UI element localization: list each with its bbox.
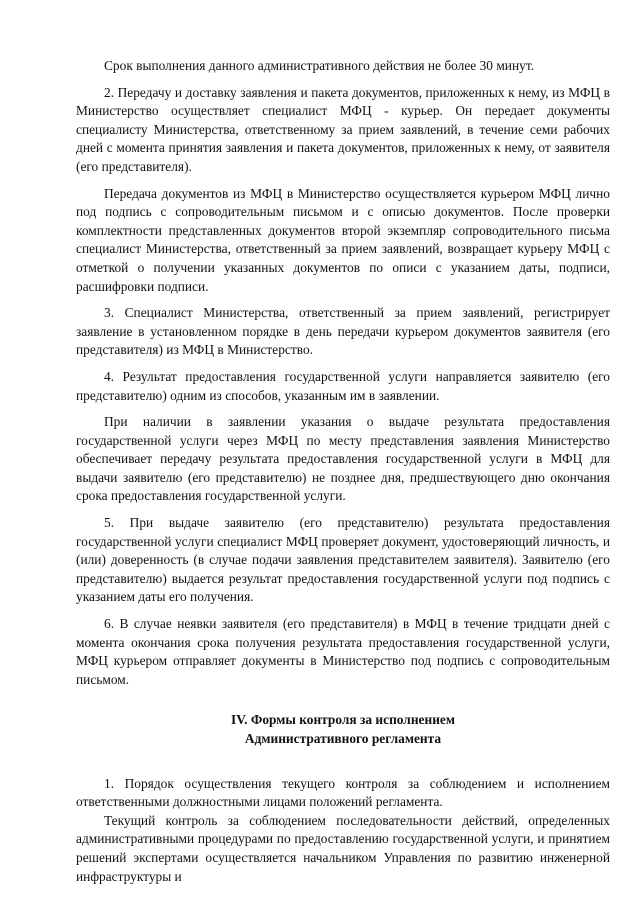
paragraph-item-6: 6. В случае неявки заявителя (его представителя) в МФЦ в течение тридцати дней с момента окончания срока получения результата предоставления государственной услуги, МФЦ курьером отправляет документы в Министерство под подпись с сопроводительным письмом.: [76, 616, 610, 687]
paragraph-transfer: Передача документов из МФЦ в Министерство осуществляется курьером МФЦ лично под подпись с сопроводительным письмом и с описью документов. После проверки комплектности представленных документов второй экземпляр сопроводительного письма специалист Министерства, ответственный за прием заявлений, возвращает курьеру МФЦ с отметкой о получении указанных документов по описи с указанием даты, подписи, расшифровки подписи.: [76, 185, 610, 294]
paragraph-item-5: 5. При выдаче заявителю (его представителю) результата предоставления государственной услуги специалист МФЦ проверяет документ, удостоверяющий личность, и (или) доверенность (в случае подачи заявления представителем заявителя). Заявителю (его представителю) выдается результат предоставления государственной услуги под подпись с указанием даты его получения.: [76, 515, 610, 605]
section-heading-line1: IV. Формы контроля за исполнением: [231, 712, 455, 728]
paragraph-item-4: 4. Результат предоставления государственной услуги направляется заявителю (его представителю) одним из способов, указанным им в заявлении.: [76, 368, 610, 403]
paragraph-control-1: 1. Порядок осуществления текущего контроля за соблюдением и исполнением ответственными должностными лицами положений регламента.: [76, 775, 610, 810]
paragraph-mfc-result: При наличии в заявлении указания о выдаче результата предоставления государственной услуги через МФЦ по месту представления заявления Министерство обеспечивает передачу результата предоставления государственной услуги в МФЦ для выдачи заявителю (его представителю) не позднее дня, предшествующего дню окончания срока предоставления государственной услуги.: [76, 414, 610, 504]
paragraph-deadline: Срок выполнения данного административного действия не более 30 минут.: [104, 58, 535, 73]
paragraph-item-2: 2. Передачу и доставку заявления и пакета документов, приложенных к нему, из МФЦ в Министерство осуществляет специалист МФЦ - курьер. Он передает документы специалисту Министерства, ответственному за прием заявлений, в течение семи рабочих дней с момента принятия заявления и пакета документов, приложенных к нему, от заявителя (его представителя).: [76, 84, 610, 174]
paragraph-item-3: 3. Специалист Министерства, ответственный за прием заявлений, регистрирует заявление в установленном порядке в день передачи курьером документов заявителя (его представителя) из МФЦ в Министерство.: [76, 305, 610, 358]
document-page: [76, 57, 610, 886]
section-heading: [76, 711, 610, 748]
paragraph-current-control: Текущий контроль за соблюдением последовательности действий, определенных административными процедурами по предоставлению государственной услуги, и принятием решений экспертами осуществляется начальником Управления по развитию инженерной инфраструктуры и: [76, 812, 610, 884]
section-heading-line2: Административного регламента: [244, 731, 442, 746]
